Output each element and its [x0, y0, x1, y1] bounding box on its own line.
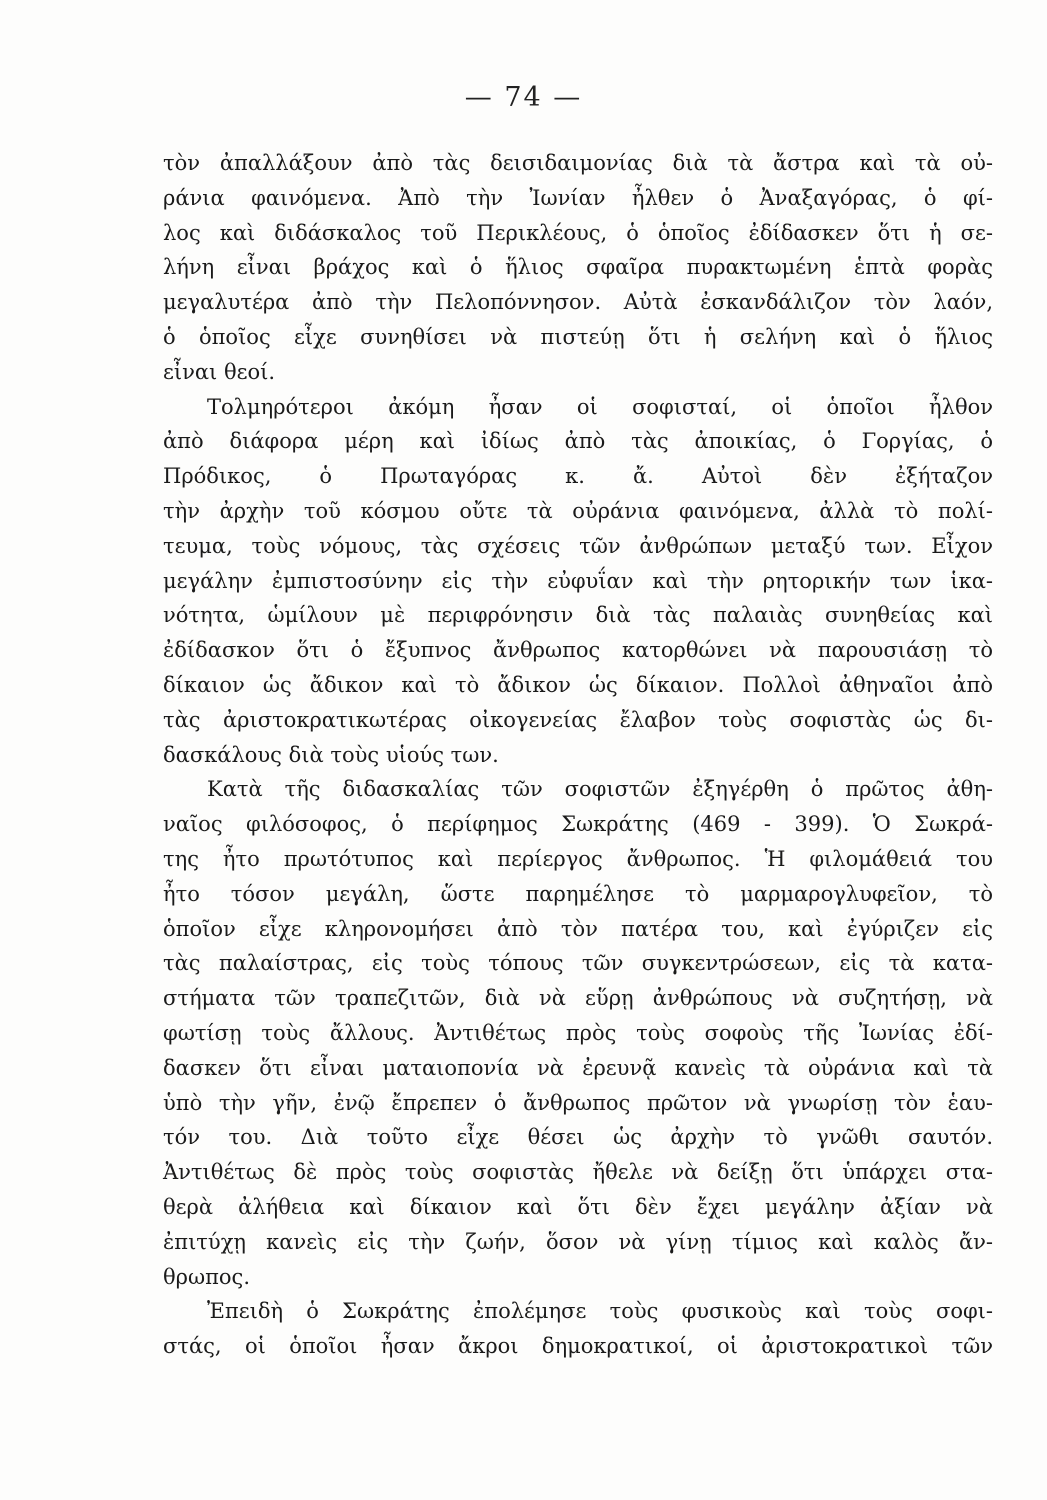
- text-line: τευμα, τοὺς νόμους, τὰς σχέσεις τῶν ἀνθρώπων μεταξύ των. Εἶχον: [163, 533, 993, 558]
- text-line: εἶναι θεοί.: [163, 359, 276, 384]
- body-text: [163, 146, 993, 1364]
- text-line: τὴν ἀρχὴν τοῦ κόσμου οὔτε τὰ οὐράνια φαινόμενα, ἀλλὰ τὸ πολί-: [163, 498, 993, 523]
- text-line: τὰς παλαίστρας, εἰς τοὺς τόπους τῶν συγκεντρώσεων, εἰς τὰ κατα-: [163, 951, 993, 976]
- text-line: τόν του. Διὰ τοῦτο εἶχε θέσει ὡς ἀρχὴν τὸ γνῶθι σαυτόν.: [163, 1125, 993, 1150]
- text-line: μεγάλην ἐμπιστοσύνην εἰς τὴν εὐφυΐαν καὶ τὴν ρητορικήν των ἱκα-: [163, 568, 993, 593]
- page-number: — 74 —: [464, 82, 583, 113]
- text-line: Ἐπειδὴ ὁ Σωκράτης ἐπολέμησε τοὺς φυσικοὺς καὶ τοὺς σοφι-: [207, 1299, 993, 1324]
- text-line: ράνια φαινόμενα. Ἀπὸ τὴν Ἰωνίαν ἦλθεν ὁ Ἀναξαγόρας, ὁ φί-: [163, 185, 993, 210]
- text-line: ἐδίδασκον ὅτι ὁ ἔξυπνος ἄνθρωπος κατορθώνει νὰ παρουσιάσῃ τὸ: [163, 638, 993, 663]
- text-line: ἦτο τόσον μεγάλη, ὥστε παρημέλησε τὸ μαρμαρογλυφεῖον, τὸ: [163, 881, 993, 906]
- text-line: ναῖος φιλόσοφος, ὁ περίφημος Σωκράτης (469 - 399). Ὁ Σωκρά-: [163, 812, 993, 837]
- text-line: νότητα, ὡμίλουν μὲ περιφρόνησιν διὰ τὰς παλαιὰς συνηθείας καὶ: [163, 603, 993, 628]
- text-line: τὸν ἀπαλλάξουν ἀπὸ τὰς δεισιδαιμονίας διὰ τὰ ἄστρα καὶ τὰ οὐ-: [163, 151, 993, 175]
- text-line: λος καὶ διδάσκαλος τοῦ Περικλέους, ὁ ὁποῖος ἐδίδασκεν ὅτι ἡ σε-: [163, 220, 993, 245]
- text-line: Πρόδικος, ὁ Πρωταγόρας κ. ἄ. Αὐτοὶ δὲν ἐξήταζον: [163, 464, 993, 489]
- text-line: ὁ ὁποῖος εἶχε συνηθίσει νὰ πιστεύῃ ὅτι ἡ σελήνη καὶ ὁ ἥλιος: [163, 324, 993, 349]
- text-line: θερὰ ἀλήθεια καὶ δίκαιον καὶ ὅτι δὲν ἔχει μεγάλην ἀξίαν νὰ: [163, 1194, 993, 1219]
- text-line: δασκάλους διὰ τοὺς υἱούς των.: [163, 742, 499, 767]
- text-line: Ἀντιθέτως δὲ πρὸς τοὺς σοφιστὰς ἤθελε νὰ δείξῃ ὅτι ὑπάρχει στα-: [163, 1160, 993, 1185]
- text-line: τὰς ἀριστοκρατικωτέρας οἰκογενείας ἔλαβον τοὺς σοφιστὰς ὡς δι-: [163, 707, 993, 732]
- text-line: μεγαλυτέρα ἀπὸ τὴν Πελοπόννησον. Αὐτὰ ἐσκανδάλιζον τὸν λαόν,: [163, 290, 993, 315]
- text-line: ὑπὸ τὴν γῆν, ἐνῷ ἔπρεπεν ὁ ἄνθρωπος πρῶτον νὰ γνωρίσῃ τὸν ἑαυ-: [163, 1090, 993, 1115]
- text-line: της ἦτο πρωτότυπος καὶ περίεργος ἄνθρωπος. Ἡ φιλομάθειά του: [163, 846, 993, 871]
- text-line: ἀπὸ διάφορα μέρη καὶ ἰδίως ἀπὸ τὰς ἀποικίας, ὁ Γοργίας, ὁ: [163, 429, 993, 454]
- text-line: δίκαιον ὡς ἄδικον καὶ τὸ ἄδικον ὡς δίκαιον. Πολλοὶ ἀθηναῖοι ἀπὸ: [163, 672, 993, 697]
- text-line: δασκεν ὅτι εἶναι ματαιοπονία νὰ ἐρευνᾷ κανεὶς τὰ οὐράνια καὶ τὰ: [163, 1055, 993, 1080]
- text-line: Κατὰ τῆς διδασκαλίας τῶν σοφιστῶν ἐξηγέρθη ὁ πρῶτος ἀθη-: [207, 777, 993, 802]
- text-line: φωτίσῃ τοὺς ἄλλους. Ἀντιθέτως πρὸς τοὺς σοφοὺς τῆς Ἰωνίας ἐδί-: [163, 1020, 993, 1045]
- text-line: θρωπος.: [163, 1264, 250, 1289]
- text-line: ὁποῖον εἶχε κληρονομήσει ἀπὸ τὸν πατέρα του, καὶ ἐγύριζεν εἰς: [163, 916, 993, 941]
- text-line: στήματα τῶν τραπεζιτῶν, διὰ νὰ εὕρῃ ἀνθρώπους νὰ συζητήσῃ, νὰ: [163, 986, 993, 1011]
- text-line: ἐπιτύχῃ κανεὶς εἰς τὴν ζωήν, ὅσον νὰ γίνῃ τίμιος καὶ καλὸς ἄν-: [163, 1229, 993, 1254]
- text-line: λήνη εἶναι βράχος καὶ ὁ ἥλιος σφαῖρα πυρακτωμένη ἑπτὰ φορὰς: [163, 255, 993, 280]
- text-line: στάς, οἱ ὁποῖοι ἦσαν ἄκροι δημοκρατικοί, οἱ ἀριστοκρατικοὶ τῶν: [163, 1334, 993, 1359]
- text-line: Τολμηρότεροι ἀκόμη ἦσαν οἱ σοφισταί, οἱ ὁποῖοι ἦλθον: [207, 394, 993, 419]
